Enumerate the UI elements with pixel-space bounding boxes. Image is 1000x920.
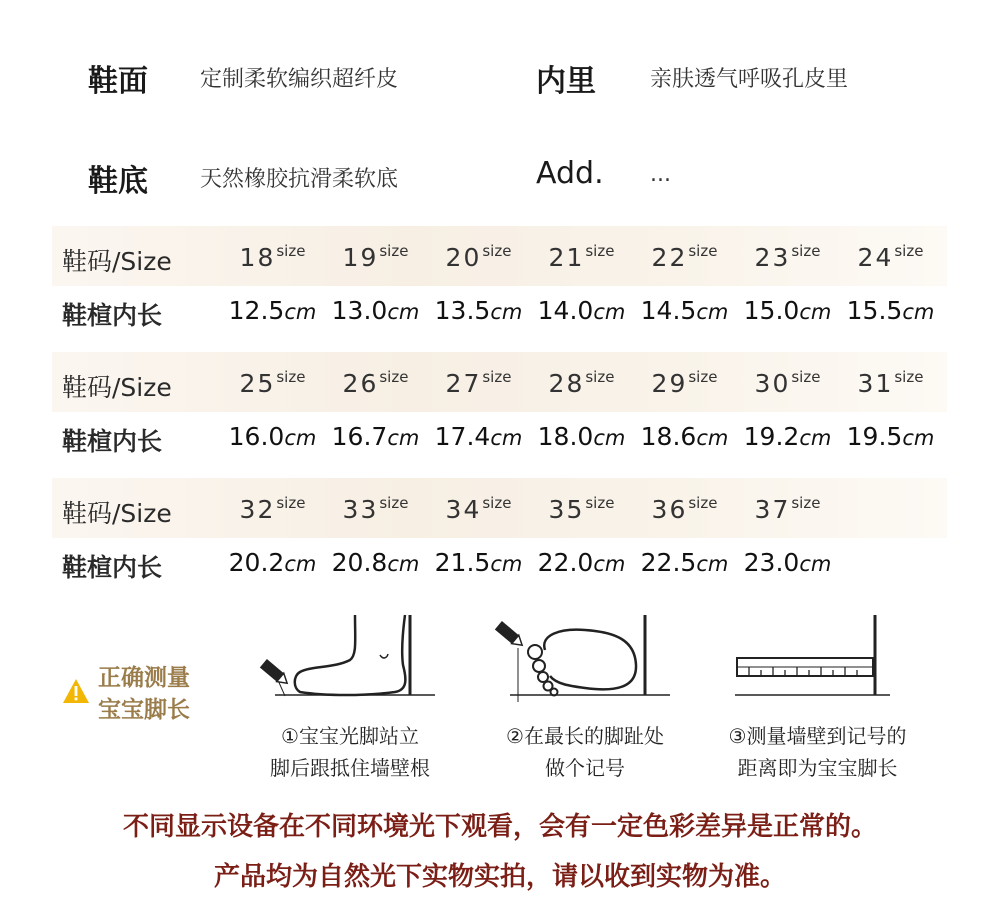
length-cell <box>323 296 428 325</box>
size-suffix: size <box>688 242 718 260</box>
size-cell <box>323 242 428 272</box>
length-row <box>60 548 950 588</box>
material-key-lining: 内里 <box>536 64 596 99</box>
measure-tip-line2: 宝宝脚长 <box>98 697 190 723</box>
size-cell <box>323 368 428 398</box>
foot-top-illustration <box>490 610 690 710</box>
step-2-line2: 做个记号 <box>545 756 625 780</box>
length-number: 20.8 <box>331 548 388 577</box>
size-number: 30 <box>754 369 791 398</box>
size-row-label: 鞋码/Size <box>62 373 172 402</box>
size-row <box>60 242 950 282</box>
length-unit: cm <box>387 300 420 324</box>
length-unit: cm <box>284 552 317 576</box>
length-unit: cm <box>387 426 420 450</box>
length-cell <box>529 296 634 325</box>
length-cell <box>220 296 325 325</box>
length-unit: cm <box>593 300 626 324</box>
size-number: 29 <box>651 369 688 398</box>
size-suffix: size <box>379 368 409 386</box>
material-value-add: ... <box>650 162 671 187</box>
length-number: 15.0 <box>743 296 800 325</box>
length-unit: cm <box>902 300 935 324</box>
size-cell <box>220 494 325 524</box>
size-number: 24 <box>857 243 894 272</box>
size-number: 18 <box>239 243 276 272</box>
length-unit: cm <box>799 426 832 450</box>
length-cell <box>323 422 428 451</box>
size-cell <box>838 368 943 398</box>
length-cell <box>529 548 634 577</box>
size-suffix: size <box>585 368 615 386</box>
step-2 <box>475 720 695 784</box>
step-3-line1: ③测量墙壁到记号的 <box>728 724 907 748</box>
size-cell <box>220 242 325 272</box>
length-unit: cm <box>799 552 832 576</box>
length-unit: cm <box>902 426 935 450</box>
length-row <box>60 296 950 336</box>
length-unit: cm <box>593 426 626 450</box>
size-suffix: size <box>379 494 409 512</box>
size-number: 35 <box>548 495 585 524</box>
length-number: 14.0 <box>537 296 594 325</box>
material-value-sole: 天然橡胶抗滑柔软底 <box>200 167 399 192</box>
size-number: 34 <box>445 495 482 524</box>
size-suffix: size <box>791 494 821 512</box>
size-number: 33 <box>342 495 379 524</box>
size-cell <box>529 368 634 398</box>
length-cell <box>632 296 737 325</box>
size-number: 37 <box>754 495 791 524</box>
material-key-upper: 鞋面 <box>88 64 148 99</box>
size-cell <box>735 242 840 272</box>
length-cell <box>426 422 531 451</box>
length-unit: cm <box>284 300 317 324</box>
size-suffix: size <box>791 242 821 260</box>
ruler-illustration <box>725 610 925 710</box>
length-number: 15.5 <box>846 296 903 325</box>
length-row-label: 鞋楦内长 <box>62 301 163 330</box>
length-number: 23.0 <box>743 548 800 577</box>
length-cell <box>529 422 634 451</box>
size-number: 23 <box>754 243 791 272</box>
measure-tip-line1: 正确测量 <box>98 665 190 691</box>
size-cell <box>529 494 634 524</box>
length-number: 22.0 <box>537 548 594 577</box>
size-suffix: size <box>482 494 512 512</box>
length-unit: cm <box>593 552 626 576</box>
step-3 <box>705 720 930 784</box>
size-suffix: size <box>585 242 615 260</box>
foot-side-illustration <box>255 610 455 710</box>
size-number: 26 <box>342 369 379 398</box>
size-suffix: size <box>894 368 924 386</box>
length-number: 17.4 <box>434 422 491 451</box>
length-number: 13.0 <box>331 296 388 325</box>
length-row-label: 鞋楦内长 <box>62 427 163 456</box>
length-cell <box>632 548 737 577</box>
size-cell <box>632 368 737 398</box>
length-cell <box>323 548 428 577</box>
size-number: 19 <box>342 243 379 272</box>
length-number: 13.5 <box>434 296 491 325</box>
size-cell <box>735 494 840 524</box>
measure-tip-text <box>98 662 190 726</box>
length-cell <box>632 422 737 451</box>
length-cell <box>220 548 325 577</box>
notice-line2: 产品均为自然光下实物实拍，请以收到实物为准。 <box>213 862 786 892</box>
size-suffix: size <box>276 242 306 260</box>
size-cell <box>220 368 325 398</box>
size-suffix: size <box>276 368 306 386</box>
size-number: 32 <box>239 495 276 524</box>
length-row <box>60 422 950 462</box>
length-unit: cm <box>696 426 729 450</box>
material-value-upper: 定制柔软编织超纤皮 <box>200 67 399 92</box>
size-suffix: size <box>894 242 924 260</box>
step-1-line1: ①宝宝光脚站立 <box>281 724 419 748</box>
length-number: 18.0 <box>537 422 594 451</box>
length-cell <box>735 422 840 451</box>
size-number: 22 <box>651 243 688 272</box>
size-row-label: 鞋码/Size <box>62 247 172 276</box>
size-suffix: size <box>276 494 306 512</box>
length-unit: cm <box>696 552 729 576</box>
length-number: 14.5 <box>640 296 697 325</box>
size-number: 27 <box>445 369 482 398</box>
length-cell <box>426 296 531 325</box>
length-number: 19.5 <box>846 422 903 451</box>
length-cell <box>220 422 325 451</box>
length-unit: cm <box>284 426 317 450</box>
warning-icon <box>62 678 90 704</box>
size-cell <box>426 494 531 524</box>
size-number: 21 <box>548 243 585 272</box>
step-3-line2: 距离即为宝宝脚长 <box>737 756 898 780</box>
size-cell <box>426 368 531 398</box>
length-cell <box>735 548 840 577</box>
length-cell <box>838 296 943 325</box>
length-cell <box>735 296 840 325</box>
length-number: 20.2 <box>228 548 285 577</box>
size-number: 36 <box>651 495 688 524</box>
length-unit: cm <box>490 552 523 576</box>
length-number: 21.5 <box>434 548 491 577</box>
material-key-sole: 鞋底 <box>88 164 148 199</box>
step-2-line1: ②在最长的脚趾处 <box>506 724 664 748</box>
size-cell <box>838 242 943 272</box>
size-cell <box>632 242 737 272</box>
size-cell <box>426 242 531 272</box>
notice-line1: 不同显示设备在不同环境光下观看，会有一定色彩差异是正常的。 <box>122 812 877 842</box>
length-unit: cm <box>799 300 832 324</box>
length-unit: cm <box>387 552 420 576</box>
step-1-line2: 脚后跟抵住墙壁根 <box>270 756 430 780</box>
step-1 <box>240 720 460 784</box>
size-number: 28 <box>548 369 585 398</box>
size-number: 25 <box>239 369 276 398</box>
size-row <box>60 494 950 534</box>
size-cell <box>529 242 634 272</box>
size-row <box>60 368 950 408</box>
size-number: 31 <box>857 369 894 398</box>
length-number: 18.6 <box>640 422 697 451</box>
size-suffix: size <box>688 494 718 512</box>
size-suffix: size <box>688 368 718 386</box>
length-number: 22.5 <box>640 548 697 577</box>
size-suffix: size <box>585 494 615 512</box>
material-value-lining: 亲肤透气呼吸孔皮里 <box>650 67 849 92</box>
length-unit: cm <box>490 426 523 450</box>
size-suffix: size <box>482 242 512 260</box>
size-row-label: 鞋码/Size <box>62 499 172 528</box>
length-cell <box>426 548 531 577</box>
length-cell <box>838 422 943 451</box>
size-suffix: size <box>791 368 821 386</box>
length-number: 16.7 <box>331 422 388 451</box>
material-key-add: Add. <box>536 156 604 191</box>
length-unit: cm <box>490 300 523 324</box>
size-cell <box>632 494 737 524</box>
size-suffix: size <box>379 242 409 260</box>
size-cell <box>323 494 428 524</box>
size-suffix: size <box>482 368 512 386</box>
length-number: 12.5 <box>228 296 285 325</box>
length-number: 16.0 <box>228 422 285 451</box>
size-number: 20 <box>445 243 482 272</box>
length-number: 19.2 <box>743 422 800 451</box>
length-unit: cm <box>696 300 729 324</box>
size-cell <box>735 368 840 398</box>
length-row-label: 鞋楦内长 <box>62 553 163 582</box>
